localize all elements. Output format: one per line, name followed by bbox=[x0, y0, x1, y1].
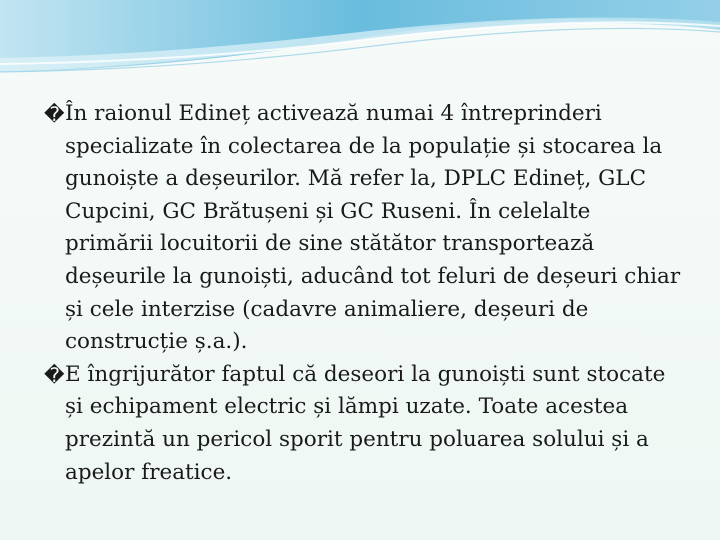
bullet-text: E îngrijurător faptul că deseori la gunoiști sunt stocate și echipament electric și lămpi uzate. Toate acestea prezintă un pericol sporit pentru poluarea solului și a apelor freatice. bbox=[65, 361, 666, 485]
bullet-glyph-icon: � bbox=[44, 362, 65, 387]
bullet-glyph-icon: � bbox=[44, 102, 65, 126]
header-wave-decoration bbox=[0, 0, 720, 90]
bullet-item bbox=[44, 359, 684, 489]
bullet-item bbox=[44, 98, 684, 359]
bullet-list bbox=[44, 98, 684, 489]
bullet-text: În raionul Edineț activează numai 4 întreprinderi specializate în colectarea de la populație și stocarea la gunoiște a deșeurilor. Mă refer la, DPLC Edineț, GLC Cupcini, GC Brătușeni și GC Ruseni. În celelalte primării locuitorii de sine stătător transportează deșeurile la gunoiști, aducând tot feluri de deșeuri chiar și cele interzise (cadavre animaliere, deșeuri de construcție ș.a.). bbox=[65, 101, 681, 355]
